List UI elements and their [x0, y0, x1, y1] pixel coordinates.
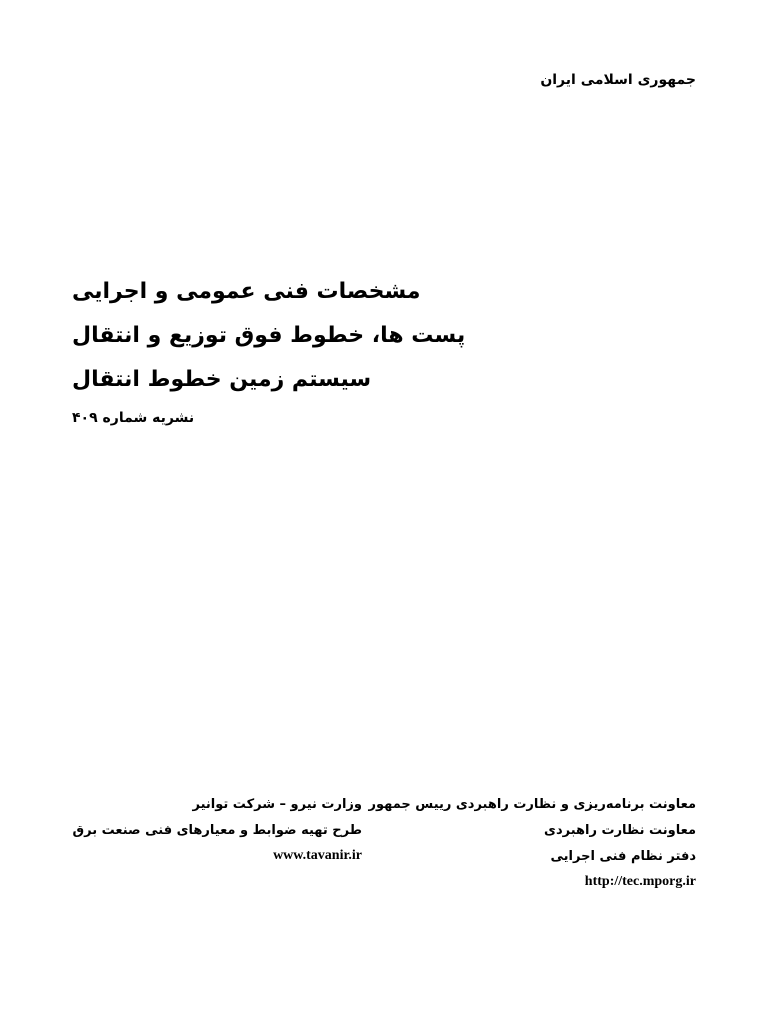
org-block-tavanir — [73, 792, 363, 868]
country-header: جمهوری اسلامی ایران — [540, 72, 696, 88]
org-tavanir-line-2: طرح تهیه ضوابط و معیارهای فنی صنعت برق — [72, 823, 362, 838]
title-line-3: سیستم زمین خطوط انتقال — [72, 367, 372, 392]
org-mporg-line-1: معاونت برنامه‌ریزی و نظارت راهبردی رییس جمهور — [368, 797, 696, 812]
org-mporg-line-2: معاونت نظارت راهبردی — [544, 823, 696, 838]
title-block — [72, 270, 465, 402]
org-tavanir-line-1: وزارت نیرو – شرکت توانیر — [192, 797, 362, 812]
title-line-2: پست ها، خطوط فوق توزیع و انتقال — [72, 323, 466, 348]
mporg-url-link[interactable]: http://tec.mporg.ir — [584, 874, 696, 889]
tavanir-url-link[interactable]: www.tavanir.ir — [273, 848, 362, 863]
org-block-mporg — [368, 792, 696, 894]
publication-number: نشریه شماره ۴۰۹ — [72, 410, 195, 426]
org-mporg-line-3: دفتر نظام فنی اجرایی — [550, 849, 696, 864]
title-line-1: مشخصات فنی عمومی و اجرایی — [72, 279, 421, 304]
